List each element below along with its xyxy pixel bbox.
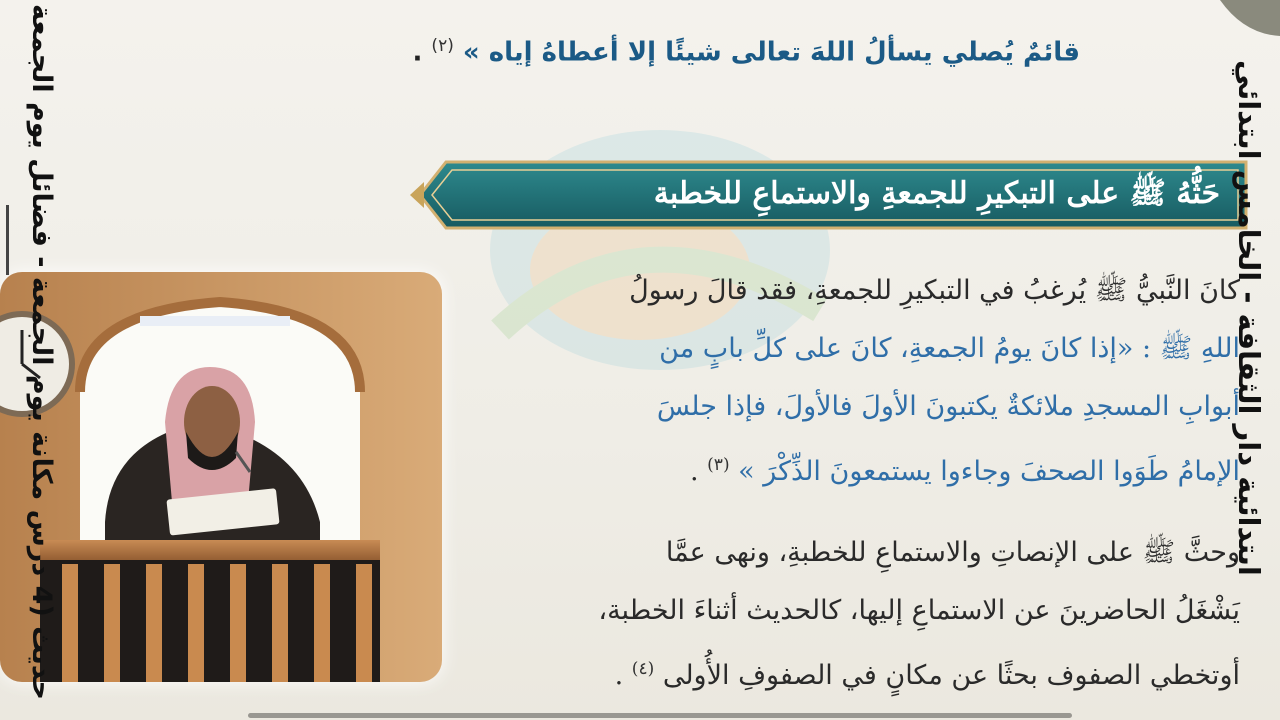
para2-end: . <box>614 660 624 691</box>
section-title: حَثُّهُ ﷺ على التبكيرِ للجمعةِ والاستماعِ للخطبة <box>653 176 1220 211</box>
para2-line-3: أوتخطي الصفوف بحثًا عن مكانٍ في الصفوفِ الأُولى <box>662 660 1240 691</box>
right-caption <box>1212 0 1280 720</box>
para2-line-2: يَشْغَلُ الحاضرينَ عن الاستماعِ إليها، كالحديث أثناءَ الخطبة، <box>598 595 1240 626</box>
footnote-ref: (٢) <box>431 36 454 56</box>
left-caption-text: حديث (4 درس مكانة يوم الجمعة - فضائل يوم الجمعة <box>26 4 57 700</box>
sentence-end: . <box>412 37 423 68</box>
horizontal-scrollbar[interactable] <box>248 713 1072 718</box>
para2-line-1: وحثَّ ﷺ على الإنصاتِ والاستماعِ للخطبةِ، ونهى عمَّا <box>665 537 1240 568</box>
corner-ornament <box>1220 0 1280 36</box>
left-caption <box>0 0 72 720</box>
paragraph-1 <box>480 262 1240 501</box>
para1-line-1: كانَ النَّبيُّ ﷺ يُرغبُ في التبكيرِ للجمعةِ، فقد قالَ رسولُ <box>629 275 1240 306</box>
para1-end: . <box>689 456 699 487</box>
section-banner <box>410 158 1260 232</box>
para1-line-4: الإمامُ طَوَوا الصحفَ وجاءوا يستمعونَ الذِّكْرَ » <box>738 456 1240 487</box>
hadith-text: قائمٌ يُصلي يسألُ اللهَ تعالى شيئًا إلا أعطاهُ إياه » <box>462 37 1080 68</box>
footnote-ref-3: (٣) <box>707 455 730 475</box>
hadith-line <box>180 20 1080 79</box>
para1-line-2: اللهِ ﷺ : «إذا كانَ يومُ الجمعةِ، كانَ على كلِّ بابٍ من <box>659 333 1240 364</box>
paragraph-2 <box>480 524 1240 705</box>
right-caption-text: ابتدائية دار الثقافة - الخامس ابتدائي <box>1232 60 1266 576</box>
para1-line-3: أبوابِ المسجدِ ملائكةٌ يكتبونَ الأولَ فالأولَ، فإذا جلسَ <box>656 391 1240 422</box>
footnote-ref-4: (٤) <box>631 659 655 679</box>
